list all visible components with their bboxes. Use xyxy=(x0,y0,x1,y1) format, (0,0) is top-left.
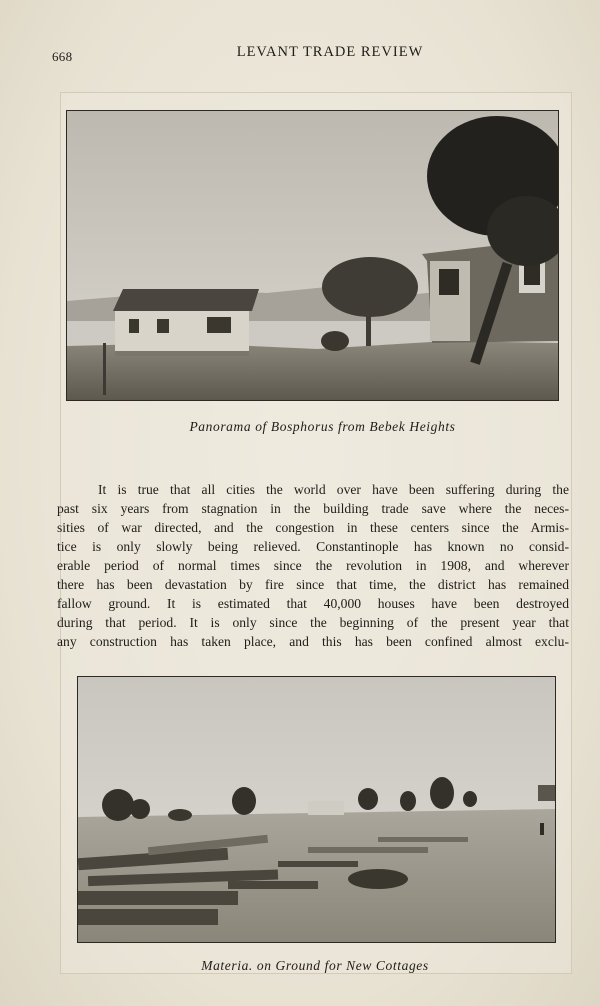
text-line: there has been devastation by fire since that time, the district has remained xyxy=(57,577,569,592)
page-number: 668 xyxy=(52,49,73,64)
figure-caption: Materia. on Ground for New Cottages xyxy=(201,958,429,973)
text-line: tice is only slowly being relieved. Constantinople has known no consid- xyxy=(57,539,569,554)
text-line: during that period. It is only since the beginning of the present year that xyxy=(57,615,569,630)
text-line: erable period of normal times since the revolution in 1908, and wherever xyxy=(57,558,569,573)
text-line: past six years from stagnation in the building trade save where the neces- xyxy=(57,501,569,516)
article-body xyxy=(57,480,569,651)
figure-caption: Panorama of Bosphorus from Bebek Heights xyxy=(189,419,456,434)
photo-bosphorus-panorama xyxy=(66,110,559,401)
text-line: sities of war directed, and the congestion in these centers since the Armis- xyxy=(57,520,569,535)
text-line: any construction has taken place, and this has been confined almost exclu- xyxy=(57,634,569,649)
running-head: LEVANT TRADE REVIEW xyxy=(236,44,424,60)
text-line: It is true that all cities the world over have been suffering during the xyxy=(98,482,569,497)
text-line: fallow ground. It is estimated that 40,000 houses have been destroyed xyxy=(57,596,569,611)
photo-building-materials xyxy=(77,676,556,943)
